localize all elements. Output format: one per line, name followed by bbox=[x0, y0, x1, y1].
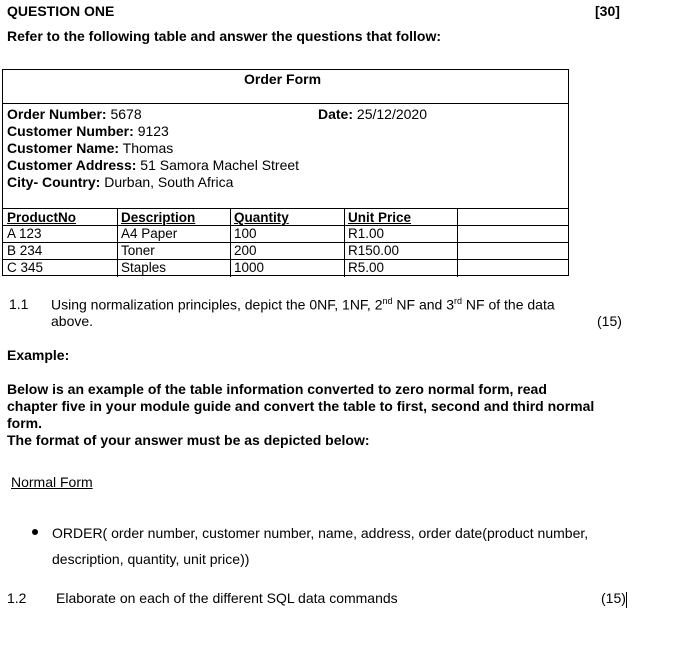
date-line: Date: 25/12/2020 bbox=[318, 106, 427, 122]
q1-2-marks: (15) bbox=[601, 590, 626, 606]
q1-1-text-line2: above. bbox=[51, 313, 94, 329]
col-header-description: Description bbox=[121, 210, 196, 225]
order-number-line: Order Number: 5678 bbox=[7, 106, 142, 122]
example-paragraph-line3: form. bbox=[7, 415, 42, 431]
instruction-text: Refer to the following table and answer the questions that follow: bbox=[7, 28, 442, 44]
table-cell: A 123 bbox=[7, 226, 42, 241]
q1-1-number: 1.1 bbox=[9, 296, 29, 312]
total-marks: [30] bbox=[595, 3, 620, 19]
customer-address-line: Customer Address: 51 Samora Machel Street bbox=[7, 157, 300, 173]
example-paragraph-line1: Below is an example of the table information converted to zero normal form, read bbox=[7, 381, 547, 397]
text-cursor bbox=[626, 592, 627, 608]
row-line bbox=[3, 242, 568, 243]
order-form-title: Order Form bbox=[244, 71, 322, 87]
city-country-line: City- Country: Durban, South Africa bbox=[7, 174, 234, 190]
table-cell: 200 bbox=[234, 243, 257, 258]
customer-name-line: Customer Name: Thomas bbox=[7, 140, 174, 156]
format-instruction: The format of your answer must be as depicted below: bbox=[7, 432, 370, 448]
row-line bbox=[3, 259, 568, 260]
row-line bbox=[3, 225, 568, 226]
normal-form-heading: Normal Form bbox=[11, 474, 93, 490]
table-cell: Staples bbox=[121, 260, 167, 275]
bullet-text-line1: ORDER( order number, customer number, name, address, order date(product number, bbox=[52, 525, 589, 541]
q1-2-text: Elaborate on each of the different SQL data commands bbox=[56, 590, 398, 606]
table-cell: 100 bbox=[234, 226, 257, 241]
customer-number-line: Customer Number: 9123 bbox=[7, 123, 169, 139]
col-header-unit-price: Unit Price bbox=[348, 210, 412, 225]
table-cell: R5.00 bbox=[348, 260, 385, 275]
q1-1-marks: (15) bbox=[597, 313, 622, 329]
table-cell: Toner bbox=[121, 243, 155, 258]
question-title: QUESTION ONE bbox=[7, 3, 115, 19]
example-heading: Example: bbox=[7, 347, 70, 363]
table-cell: A4 Paper bbox=[121, 226, 178, 241]
example-paragraph-line2: chapter five in your module guide and convert the table to first, second and third normal bbox=[7, 398, 595, 414]
table-cell: R1.00 bbox=[348, 226, 385, 241]
order-form-table bbox=[2, 69, 569, 276]
table-cell: 1000 bbox=[234, 260, 265, 275]
col-header-quantity: Quantity bbox=[234, 210, 289, 225]
q1-2-number: 1.2 bbox=[7, 590, 27, 606]
table-cell: R150.00 bbox=[348, 243, 400, 258]
table-cell: C 345 bbox=[7, 260, 44, 275]
bullet-icon bbox=[32, 529, 38, 535]
table-cell: B 234 bbox=[7, 243, 43, 258]
bullet-text-line2: description, quantity, unit price)) bbox=[52, 551, 250, 567]
q1-1-text: Using normalization principles, depict the 0NF, 1NF, 2nd NF and 3rd NF of the data bbox=[51, 296, 555, 313]
title-divider bbox=[3, 103, 568, 104]
col-header-productno: ProductNo bbox=[7, 210, 76, 225]
